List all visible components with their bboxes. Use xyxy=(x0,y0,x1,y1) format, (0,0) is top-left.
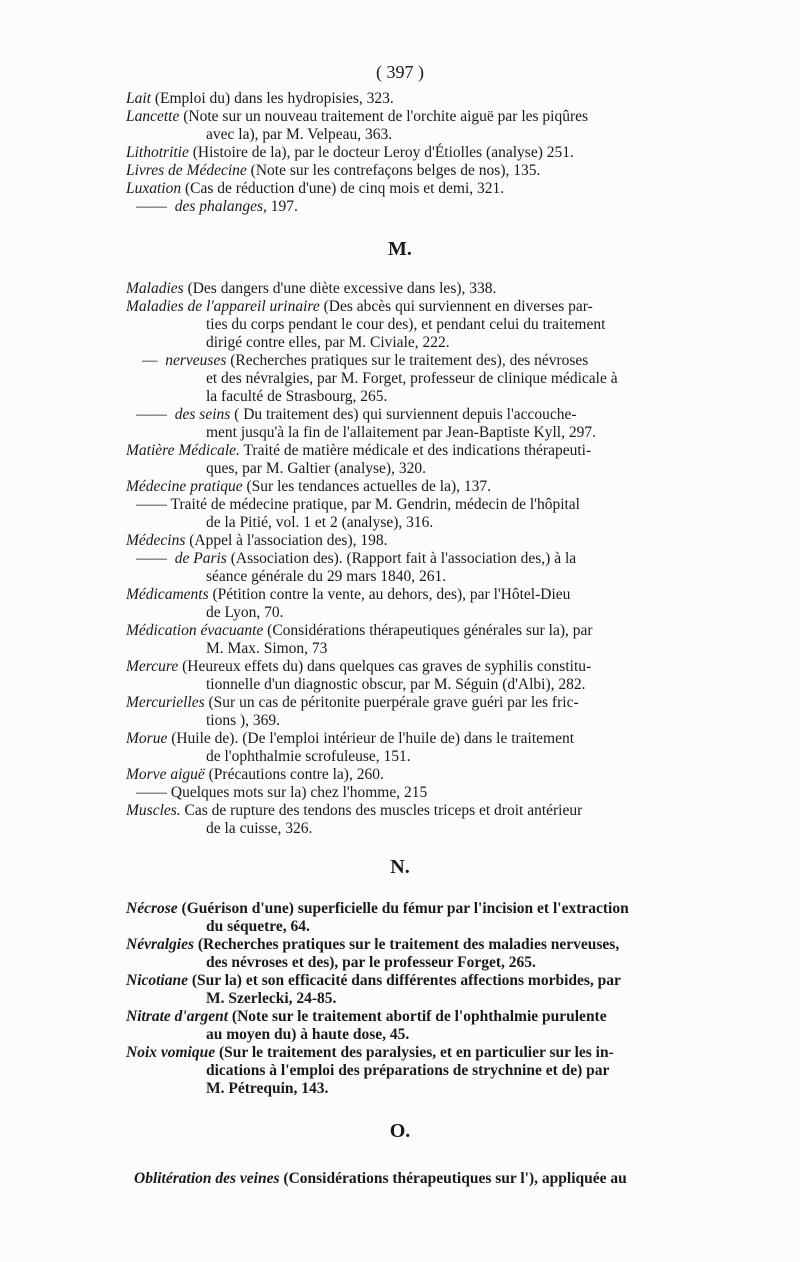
entry-continuation: de la Pitié, vol. 1 et 2 (analyse), 316. xyxy=(206,514,434,531)
index-entry xyxy=(126,622,686,658)
entry-continuation: tionnelle d'un diagnostic obscur, par M. Séguin (d'Albi), 282. xyxy=(206,676,586,693)
entry-term: Matière Médicale. xyxy=(126,442,240,459)
entry-text: (Considérations thérapeutiques sur l'), appliquée au xyxy=(279,1170,627,1187)
entry-continuation: avec la), par M. Velpeau, 363. xyxy=(206,126,393,143)
entry-text: (Recherches pratiques sur le traitement des maladies nerveuses, xyxy=(194,936,620,953)
index-entry xyxy=(126,162,686,180)
entry-continuation: M. Pétrequin, 143. xyxy=(206,1080,329,1097)
entry-text: (Note sur un nouveau traitement de l'orchite aiguë par les piqûres xyxy=(179,108,589,125)
index-entry xyxy=(126,586,686,622)
index-entry xyxy=(126,496,696,532)
entry-term: Médication évacuante xyxy=(126,622,264,639)
entry-continuation: la faculté de Strasbourg, 265. xyxy=(206,388,388,405)
entry-term: Livres de Médecine xyxy=(126,162,247,179)
entry-text: (Sur un cas de péritonite puerpérale grave guéri par les fric- xyxy=(204,694,579,711)
entry-continuation: des névroses et des), par le professeur Forget, 265. xyxy=(206,954,536,971)
entry-dash: —— xyxy=(136,198,167,215)
entry-text: (Guérison d'une) superficielle du fémur par l'incision et l'extraction xyxy=(177,900,629,917)
entry-term: nerveuses xyxy=(165,352,227,369)
index-entry xyxy=(134,1170,694,1188)
index-entry xyxy=(126,730,686,766)
entry-term: des seins xyxy=(174,406,231,423)
index-entry xyxy=(126,802,686,838)
entry-dash: —— xyxy=(136,784,167,801)
section-letter-o: O. xyxy=(389,1120,411,1142)
entry-term: Nicotiane xyxy=(126,972,188,989)
entry-continuation: au moyen du) à haute dose, 45. xyxy=(206,1026,410,1043)
entry-term: Oblitération des veines xyxy=(134,1170,280,1187)
entry-text: (Des dangers d'une diète excessive dans les), 338. xyxy=(183,280,497,297)
entry-term: Nécrose xyxy=(126,900,178,917)
entry-continuation: et des névralgies, par M. Forget, professeur de clinique médicale à xyxy=(206,370,618,387)
entry-text: , 197. xyxy=(263,198,298,215)
entry-term: Maladies de l'appareil urinaire xyxy=(126,298,320,315)
index-entry xyxy=(126,108,686,144)
entry-continuation: M. Szerlecki, 24-85. xyxy=(206,990,337,1007)
index-entry xyxy=(126,694,686,730)
entry-term: de Paris xyxy=(174,550,227,567)
section-letter-n: N. xyxy=(390,856,410,878)
index-entry xyxy=(126,298,686,352)
index-entry xyxy=(126,900,686,936)
index-entry xyxy=(126,766,686,784)
entry-term: Mercurielles xyxy=(126,694,205,711)
entry-dash: — xyxy=(142,352,158,369)
entry-text: (Histoire de la), par le docteur Leroy d'Étiolles (analyse) 251. xyxy=(188,144,574,161)
entry-term: Morve aiguë xyxy=(126,766,205,783)
entry-continuation: ques, par M. Galtier (analyse), 320. xyxy=(206,460,426,477)
entry-continuation: ment jusqu'à la fin de l'allaitement par Jean-Baptiste Kyll, 297. xyxy=(206,424,596,441)
entry-term: Muscles. xyxy=(126,802,181,819)
entry-term: Lait xyxy=(126,90,151,107)
entry-text: (Des abcès qui surviennent en diverses par- xyxy=(319,298,593,315)
entry-text: (Recherches pratiques sur le traitement des), des névroses xyxy=(226,352,589,369)
entry-term: Mercure xyxy=(126,658,179,675)
index-entry xyxy=(126,352,702,406)
entry-text: Quelques mots sur la) chez l'homme, 215 xyxy=(167,784,428,801)
index-entry xyxy=(126,198,696,216)
entry-text: (Cas de réduction d'une) de cinq mois et demi, 321. xyxy=(181,180,505,197)
entry-term: Médecins xyxy=(126,532,186,549)
entry-term: Luxation xyxy=(126,180,182,197)
entry-text: (Emploi du) dans les hydropisies, 323. xyxy=(150,90,394,107)
entry-term: Lancette xyxy=(126,108,180,125)
index-entry xyxy=(126,784,696,802)
entry-text: (Pétition contre la vente, au dehors, des), par l'Hôtel-Dieu xyxy=(208,586,571,603)
entry-dash: —— xyxy=(136,496,167,513)
entry-text: (Sur le traitement des paralysies, et en particulier sur les in- xyxy=(215,1044,614,1061)
entry-text: (Huile de). (De l'emploi intérieur de l'huile de) dans le traitement xyxy=(167,730,575,747)
entry-dash: —— xyxy=(136,550,167,567)
entry-continuation: tions ), 369. xyxy=(206,712,281,729)
index-entry xyxy=(126,936,686,972)
index-entry xyxy=(126,1044,686,1098)
entry-continuation: dications à l'emploi des préparations de strychnine et de) par xyxy=(206,1062,610,1079)
index-entry xyxy=(126,180,686,198)
entry-text: (Note sur le traitement abortif de l'ophthalmie purulente xyxy=(228,1008,607,1025)
entry-term: Névralgies xyxy=(126,936,195,953)
index-entry xyxy=(126,1008,686,1044)
section-letter-m: M. xyxy=(388,238,412,260)
entry-continuation: de Lyon, 70. xyxy=(206,604,284,621)
entry-term: Médicaments xyxy=(126,586,209,603)
index-entry xyxy=(126,406,696,442)
entry-term: Maladies xyxy=(126,280,184,297)
index-entry xyxy=(126,280,686,298)
entry-text: (Appel à l'association des), 198. xyxy=(185,532,388,549)
entry-text: Traité de médecine pratique, par M. Gendrin, médecin de l'hôpital xyxy=(167,496,580,513)
entry-text: (Note sur les contrefaçons belges de nos), 135. xyxy=(246,162,541,179)
entry-text: (Association des). (Rapport fait à l'association des,) à la xyxy=(226,550,577,567)
entry-term: Noix vomique xyxy=(126,1044,216,1061)
entry-text: (Heureux effets du) dans quelques cas graves de syphilis constitu- xyxy=(178,658,592,675)
index-entry xyxy=(126,658,686,694)
entry-continuation: dirigé contre elles, par M. Civiale, 222. xyxy=(206,334,450,351)
entry-term: Médecine pratique xyxy=(126,478,243,495)
entry-term: Lithotritie xyxy=(126,144,189,161)
entry-dash: —— xyxy=(136,406,167,423)
entry-continuation: séance générale du 29 mars 1840, 261. xyxy=(206,568,447,585)
index-entry xyxy=(126,90,686,108)
entry-continuation: ties du corps pendant le cour des), et pendant celui du traitement xyxy=(206,316,606,333)
page-number: ( 397 ) xyxy=(376,62,424,82)
entry-text: (Considérations thérapeutiques générales sur la), par xyxy=(263,622,593,639)
entry-term: Nitrate d'argent xyxy=(126,1008,229,1025)
index-entry xyxy=(126,550,696,586)
index-entry xyxy=(126,478,686,496)
index-entry xyxy=(126,442,686,478)
entry-term: des phalanges xyxy=(174,198,264,215)
entry-continuation: de l'ophthalmie scrofuleuse, 151. xyxy=(206,748,411,765)
index-entry xyxy=(126,532,686,550)
entry-text: (Précautions contre la), 260. xyxy=(204,766,384,783)
index-entry xyxy=(126,144,686,162)
entry-text: Traité de matière médicale et des indications thérapeuti- xyxy=(239,442,592,459)
entry-continuation: de la cuisse, 326. xyxy=(206,820,313,837)
entry-continuation: M. Max. Simon, 73 xyxy=(206,640,328,657)
entry-text: (Sur les tendances actuelles de la), 137. xyxy=(242,478,491,495)
entry-term: Morue xyxy=(126,730,168,747)
entry-text: Cas de rupture des tendons des muscles triceps et droit antérieur xyxy=(180,802,583,819)
entry-text: (Sur la) et son efficacité dans différentes affections morbides, par xyxy=(188,972,621,989)
entry-text: ( Du traitement des) qui surviennent depuis l'accouche- xyxy=(230,406,577,423)
index-entry xyxy=(126,972,686,1008)
entry-continuation: du séquetre, 64. xyxy=(206,918,310,935)
